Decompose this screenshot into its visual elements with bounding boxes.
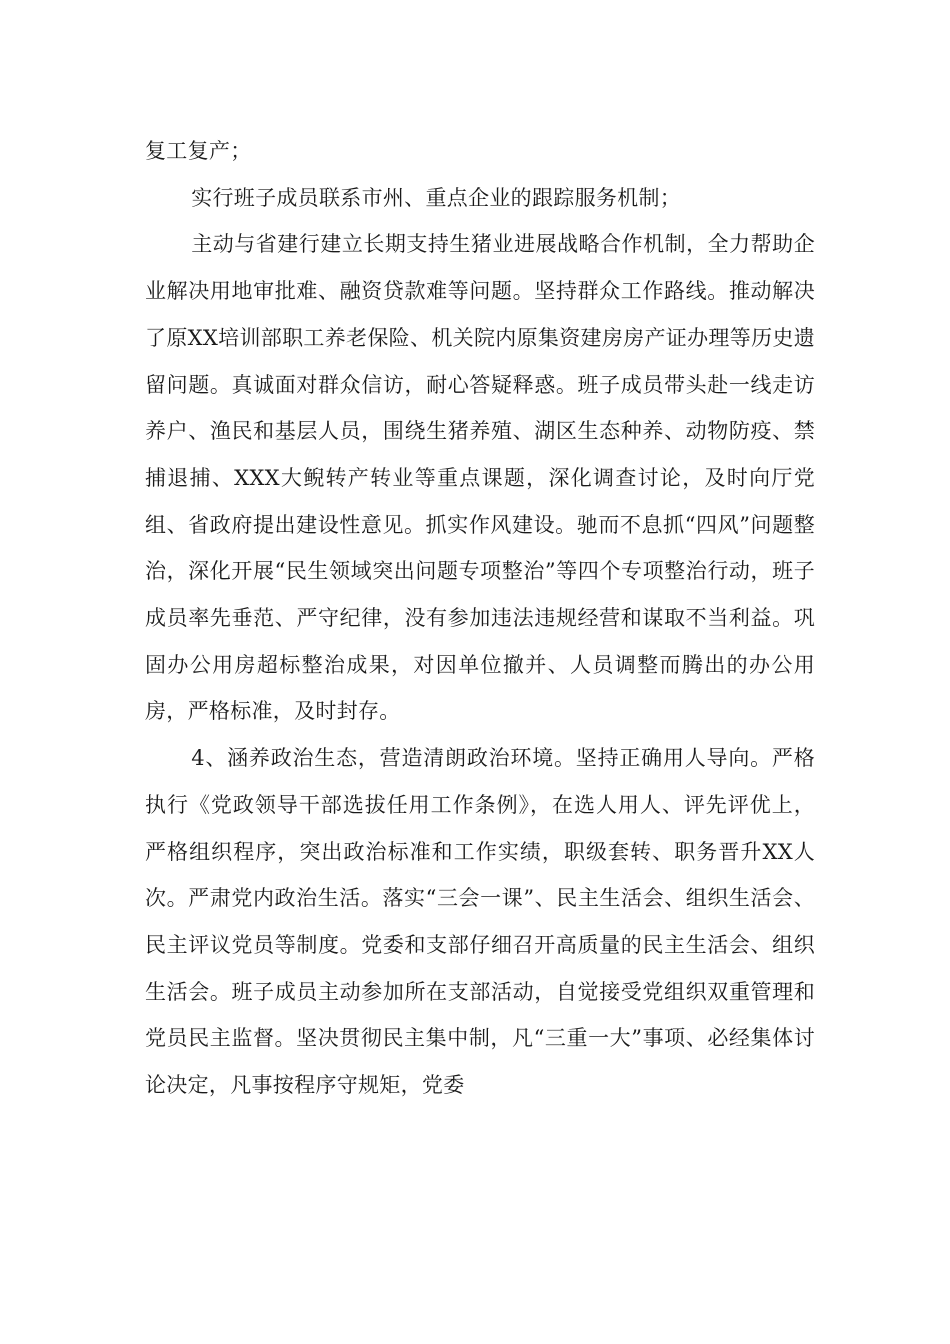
paragraph-3: 主动与省建行建立长期支持生猪业进展战略合作机制，全力帮助企业解决用地审批难、融资贷款难等问题。坚持群众工作路线。推动解决了原XX培训部职工养老保险、机关院内原集资建房房产证办理等历史遗留问题。真诚面对群众信访，耐心答疑释惑。班子成员带头赴一线走访养户、渔民和基层人员，围绕生猪养殖、湖区生态种养、动物防疫、禁捕退捕、XXX大鲵转产转业等重点课题，深化调查讨论，及时向厅党组、省政府提出建设性意见。抓实作风建设。驰而不息抓“四风”问题整治，深化开展“民生领域突出问题专项整治”等四个专项整治行动，班子成员率先垂范、严守纪律，没有参加违法违规经营和谋取不当利益。巩固办公用房超标整治成果，对因单位撤并、人员调整而腾出的办公用房，严格标准，及时封存。 [145, 232, 815, 724]
paragraph-2: 实行班子成员联系市州、重点企业的跟踪服务机制； [191, 185, 682, 210]
paragraph-1: 复工复产； [145, 139, 252, 163]
paragraph-4: 4、涵养政治生态，营造清朗政治环境。坚持正确用人导向。严格执行《党政领导干部选拔任用工作条例》，在选人用人、评先评优上，严格组织程序，突出政治标准和工作实绩，职级套转、职务晋升XX人次。严肃党内政治生活。落实“三会一课”、民主生活会、组织生活会、民主评议党员等制度。党委和支部仔细召开高质量的民主生活会、组织生活会。班子成员主动参加所在支部活动，自觉接受党组织双重管理和党员民主监督。坚决贯彻民主集中制，凡“三重一大”事项、必经集体讨论决定，凡事按程序守规矩，党委 [145, 746, 815, 1098]
document-body [145, 128, 815, 1109]
